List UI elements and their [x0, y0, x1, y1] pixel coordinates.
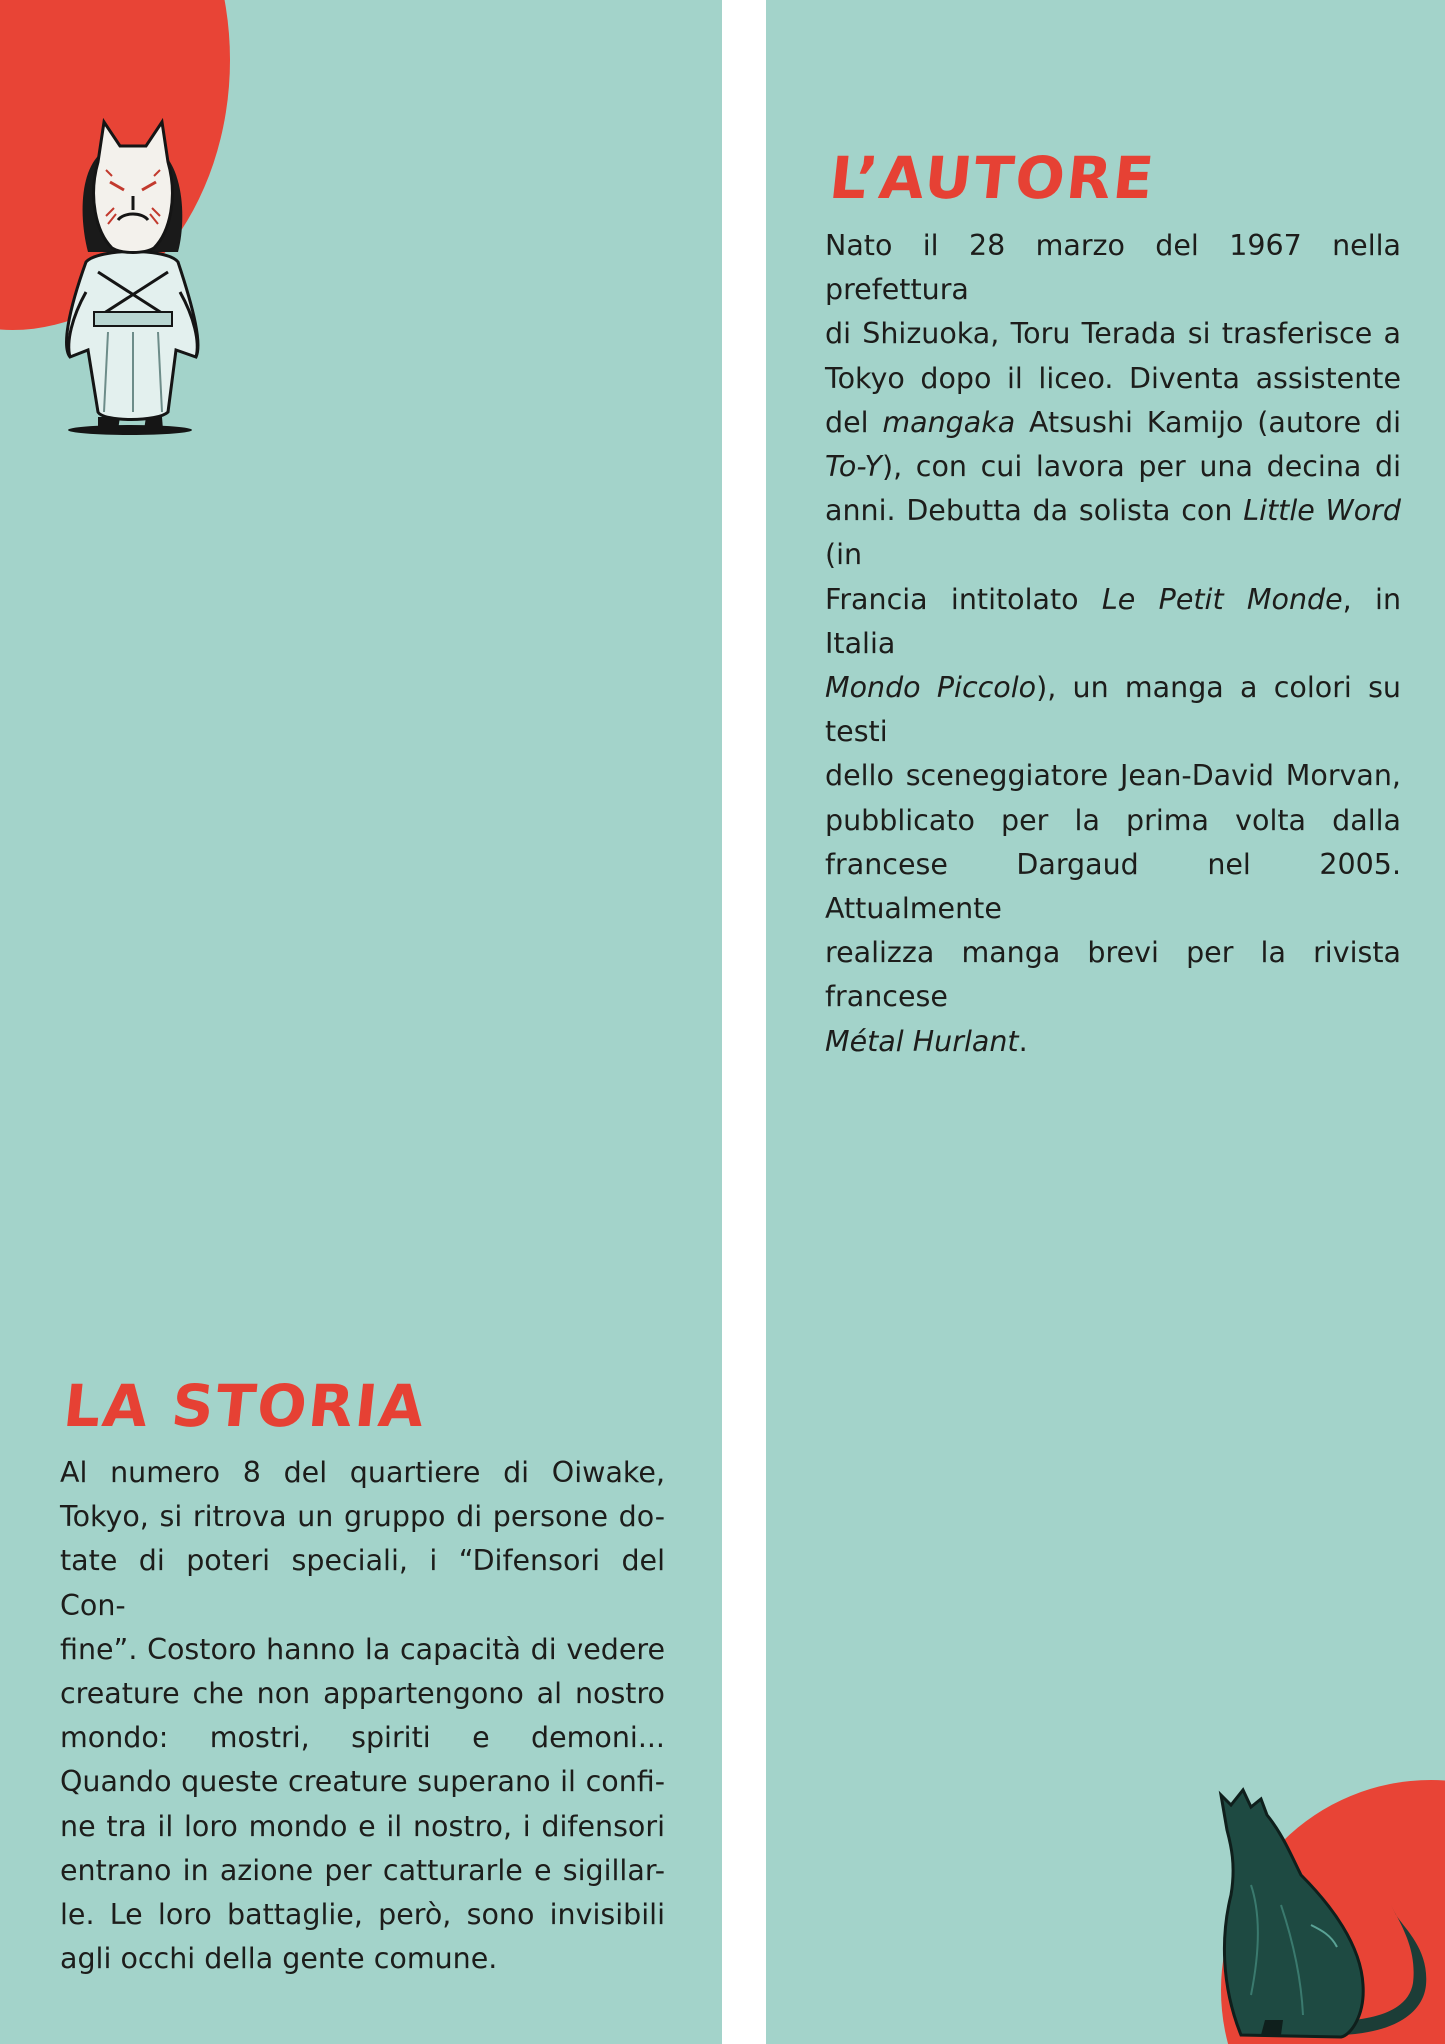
text-line: [825, 754, 1401, 798]
text-segment: Tokyo dopo il liceo. Diventa assistente: [825, 361, 1401, 395]
kitsune-mask-figure-illustration: [58, 112, 208, 437]
text-line: [825, 666, 1401, 754]
author-paragraph: [825, 224, 1401, 1064]
text-segment: francese Dargaud nel 2005. Attualmente: [825, 847, 1401, 926]
text-line: [825, 1020, 1401, 1064]
text-line: [60, 1539, 665, 1627]
text-segment: Al numero 8 del quartiere di Oiwake,: [60, 1456, 665, 1489]
text-segment: Nato il 28 marzo del 1967 nella prefettura: [825, 229, 1401, 307]
text-segment: ), un manga a colori su testi: [825, 671, 1401, 749]
text-line: [60, 1716, 665, 1760]
text-segment: (in: [825, 538, 863, 572]
text-line: [825, 312, 1401, 356]
story-heading: LA STORIA: [60, 1372, 430, 1440]
text-line: [825, 357, 1401, 401]
text-line: [825, 843, 1401, 931]
text-line: [60, 1849, 665, 1893]
text-segment: Tokyo, si ritrova un gruppo di persone do-: [60, 1500, 665, 1534]
text-line: [60, 1451, 665, 1495]
story-paragraph: [60, 1451, 665, 1981]
text-line: [825, 578, 1401, 666]
right-panel: [766, 0, 1445, 2044]
text-segment: fine”. Costoro hanno la capacità di vedere: [60, 1632, 665, 1666]
italic-text: Métal Hurlant: [825, 1024, 1019, 1058]
text-segment: anni. Debutta da solista con: [825, 494, 1244, 528]
italic-text: To-Y: [825, 450, 882, 484]
italic-text: mangaka: [882, 405, 1016, 439]
text-line: [60, 1937, 665, 1981]
text-segment: entrano in azione per catturarle e sigillar-: [60, 1853, 665, 1887]
text-segment: ne tra il loro mondo e il nostro, i difensori: [60, 1809, 665, 1843]
text-segment: , in Italia: [825, 582, 1402, 660]
text-segment: tate di poteri speciali, i “Difensori del Con-: [60, 1544, 665, 1622]
text-line: [60, 1760, 665, 1804]
text-line: [825, 489, 1401, 577]
text-line: [60, 1672, 665, 1716]
text-segment: .: [1018, 1024, 1028, 1058]
text-line: [60, 1628, 665, 1672]
text-segment: pubblicato per la prima volta dalla: [825, 803, 1401, 837]
text-segment: creature che non appartengono al nostro: [60, 1677, 665, 1711]
text-segment: ), con cui lavora per una decina di: [881, 450, 1401, 484]
author-heading: L’AUTORE: [826, 144, 1159, 212]
italic-text: Little Word: [1243, 494, 1401, 528]
text-segment: dello sceneggiatore Jean-David Morvan,: [825, 759, 1401, 793]
text-segment: Francia intitolato: [825, 582, 1102, 616]
text-segment: Atsushi Kamijo (autore di: [1015, 405, 1401, 439]
text-segment: mondo: mostri, spiriti e demoni...: [60, 1721, 665, 1755]
italic-text: Le Petit Monde: [1101, 582, 1343, 616]
text-segment: Quando queste creature superano il confi-: [60, 1765, 665, 1799]
text-line: [825, 931, 1401, 1019]
text-line: [60, 1805, 665, 1849]
text-segment: del: [825, 405, 883, 439]
text-line: [825, 445, 1401, 489]
text-line: [60, 1495, 665, 1539]
text-line: [60, 1893, 665, 1937]
text-line: [825, 799, 1401, 843]
text-line: [825, 401, 1401, 445]
left-panel: [0, 0, 722, 2044]
text-line: [825, 224, 1401, 312]
text-segment: realizza manga brevi per la rivista francese: [825, 936, 1401, 1014]
italic-text: Mondo Piccolo: [825, 671, 1037, 705]
sitting-cat-illustration: [1191, 1735, 1431, 2044]
text-segment: agli occhi della gente comune.: [60, 1942, 498, 1976]
text-segment: di Shizuoka, Toru Terada si trasferisce a: [825, 317, 1401, 351]
text-segment: le. Le loro battaglie, però, sono invisibili: [60, 1898, 665, 1932]
